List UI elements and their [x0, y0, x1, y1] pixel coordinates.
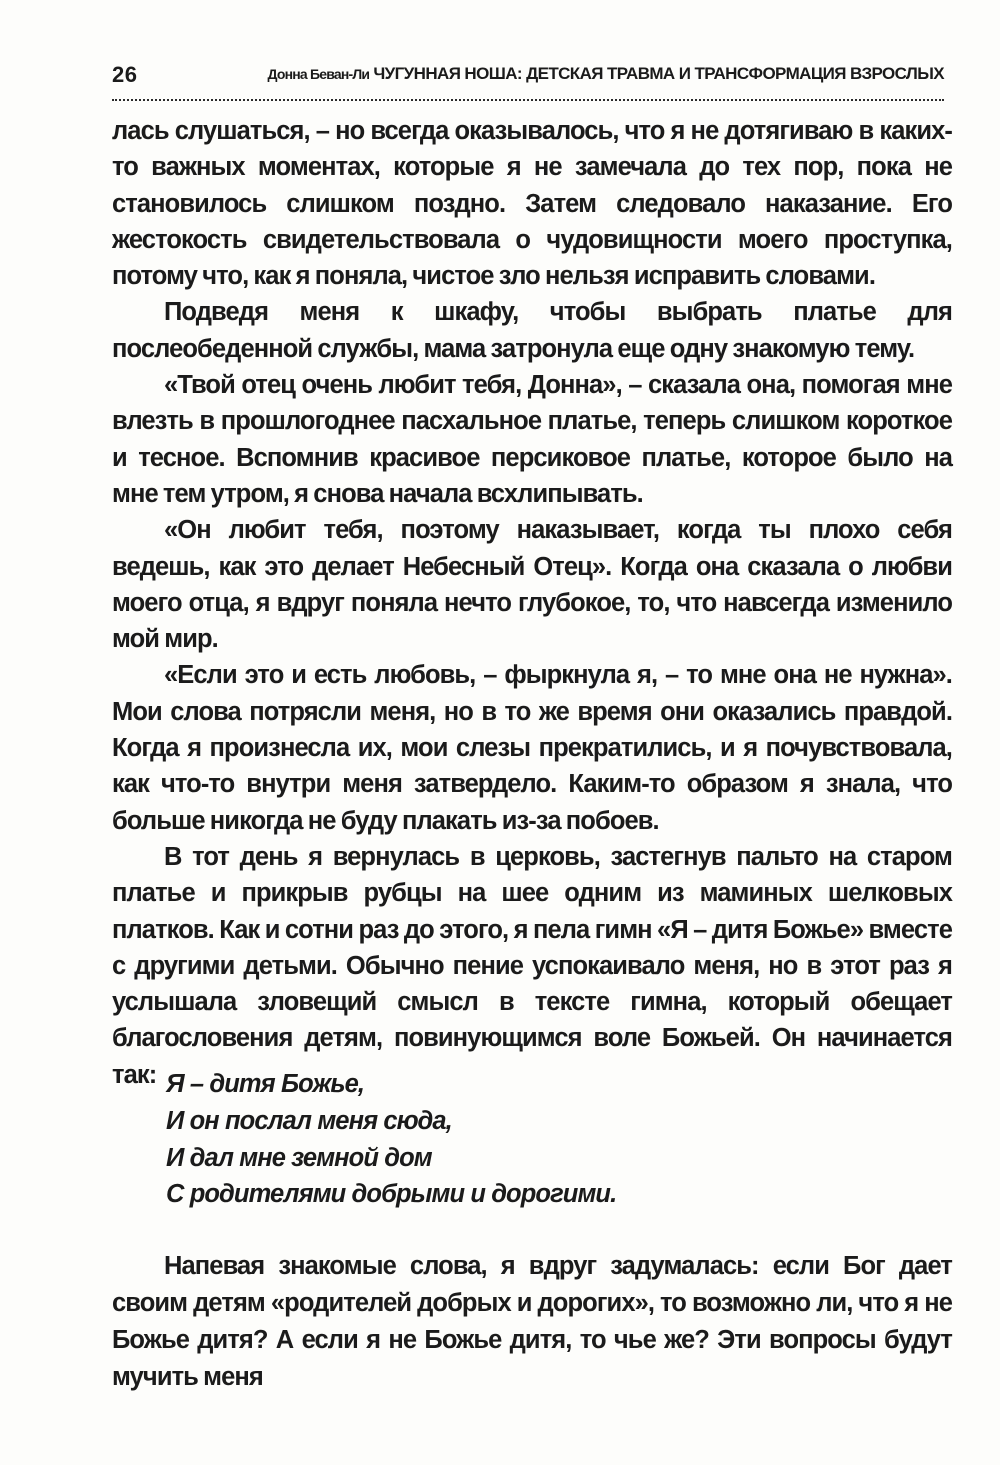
paragraph-4: «Он любит тебя, поэтому наказывает, когда ты плохо себя ведешь, как это делает Небесный Отец». Когда она сказала о любви моего отца, я вдруг поняла нечто глубокое, то, что навсегда изменило мой мир. [112, 516, 952, 654]
paragraph-3: «Твой отец очень любит тебя, Донна», – сказала она, помогая мне влезть в прошлогоднее пасхальное платье, теперь слишком короткое и тесное. Вспомнив красивое персиковое платье, которое было на мне тем утром, я снова начала всхлипывать. [112, 371, 952, 508]
running-head [268, 64, 945, 84]
closing-text [112, 1248, 952, 1396]
paragraph-1: лась слушаться, – но всегда оказывалось, что я не дотягиваю в каких-то важных моментах, которые я не замечала до тех пор, пока не становилось слишком поздно. Затем следовало наказание. Его жестокость свидетельствовала о чудовищности моего проступка, потому что, как я поняла, чистое зло нельзя исправить словами. [112, 117, 952, 291]
running-head-author: Донна Беван-Ли [267, 66, 370, 82]
page-header [112, 58, 944, 92]
page-number: 26 [112, 62, 138, 87]
main-text [112, 113, 952, 1093]
hymn-line-1: Я – дитя Божье, [166, 1070, 365, 1098]
hymn-line-4: С родителями добрыми и дорогими. [166, 1180, 617, 1209]
paragraph-6: В тот день я вернулась в церковь, застегнув пальто на старом платье и прикрыв рубцы на шее одним из маминых шелковых платков. Как и сотни раз до этого, я пела гимн «Я – дитя Божье» вместе с другими детьми. Обычно пение успокаивало меня, но в этот раз я услышала зловещий смысл в тексте гимна, который обещает благословения детям, повинующимся воле Божьей. Он начинается так: [112, 842, 952, 1089]
header-dotted-rule [112, 99, 944, 101]
closing-paragraph: Напевая знакомые слова, я вдруг задумалась: если Бог дает своим детям «родителей добрых и дорогих», то возможно ли, что я не Божье дитя? А если я не Божье дитя, то чье же? Эти вопросы будут мучить меня [112, 1252, 952, 1391]
hymn-quote [166, 1066, 866, 1213]
paragraph-5: «Если это и есть любовь, – фыркнула я, – то мне она не нужна». Мои слова потрясли меня, но в то же время они оказались правдой. Когда я произнесла их, мои слезы прекратились, и я почувствовала, как что-то внутри меня затвердело. Каким-то образом я знала, что больше никогда не буду плакать из-за побоев. [112, 661, 952, 835]
running-head-title: ЧУГУННАЯ НОША: ДЕТСКАЯ ТРАВМА И ТРАНСФОРМАЦИЯ ВЗРОСЛЫХ [373, 64, 944, 83]
hymn-line-2: И он послал меня сюда, [166, 1106, 452, 1135]
hymn-line-3: И дал мне земной дом [166, 1143, 432, 1172]
paragraph-2: Подведя меня к шкафу, чтобы выбрать платье для послеобеденной службы, мама затронула еще одну знакомую тему. [112, 298, 952, 363]
